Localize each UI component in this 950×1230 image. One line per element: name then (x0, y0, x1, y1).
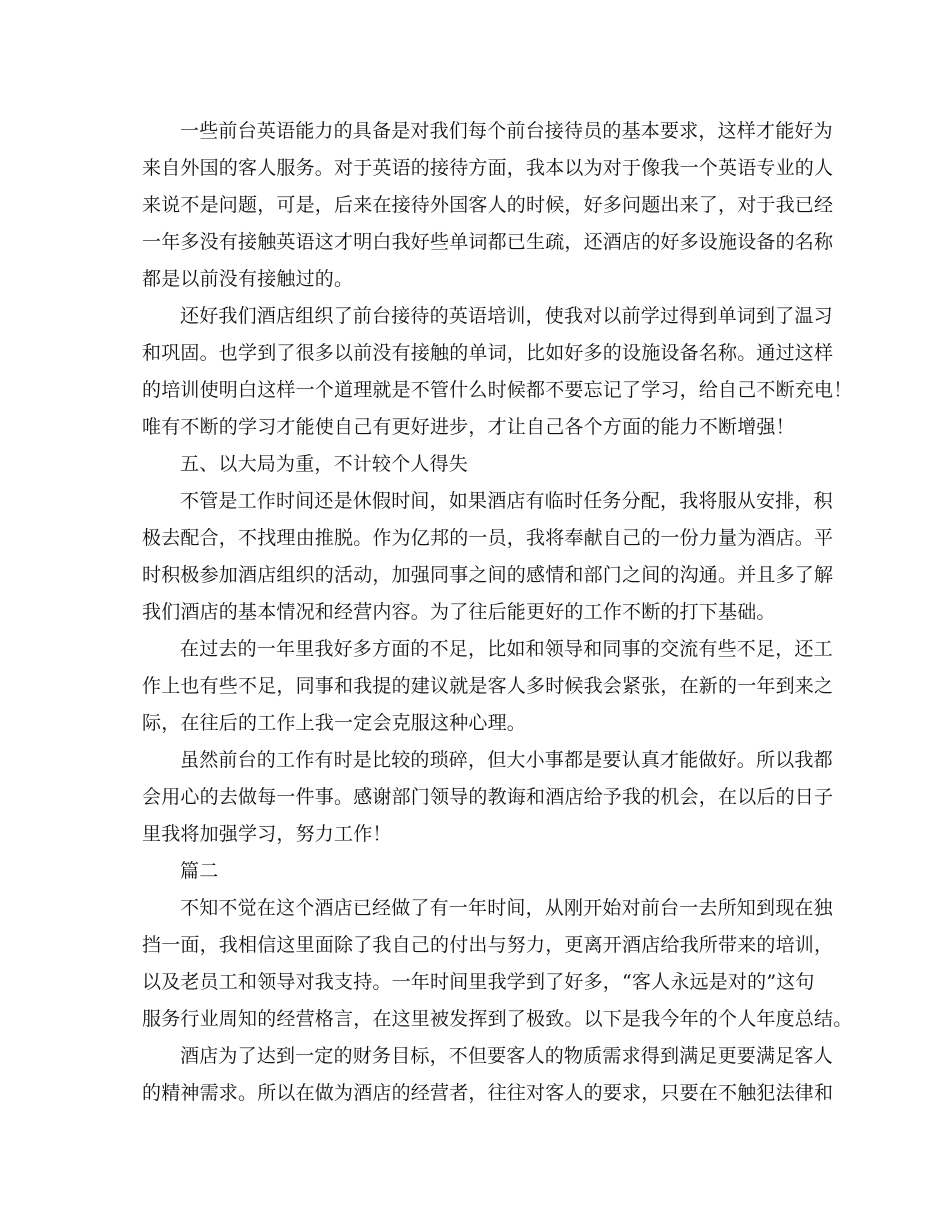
paragraph-line: 一些前台英语能力的具备是对我们每个前台接待员的基本要求，这样才能好为 (180, 120, 833, 142)
paragraph-line: 虽然前台的工作有时是比较的琐碎，但大小事都是要认真才能做好。所以我都 (180, 749, 833, 771)
section-heading: 五、以大局为重，不计较个人得失 (180, 453, 469, 475)
paragraph-line: 我们酒店的基本情况和经营内容。为了往后能更好的工作不断的打下基础。 (142, 601, 776, 623)
paragraph-line: 时积极参加酒店组织的活动，加强同事之间的感情和部门之间的沟通。并且多了解 (142, 564, 834, 586)
paragraph-line: 酒店为了达到一定的财务目标，不但要客人的物质需求得到满足更要满足客人 (180, 1045, 833, 1067)
document-body (142, 113, 853, 1112)
paragraph-line: 以及老员工和领导对我支持。一年时间里我学到了好多，“客人永远是对的”这句 (142, 971, 815, 993)
paragraph-line: 还好我们酒店组织了前台接待的英语培训，使我对以前学过得到单词到了温习 (180, 305, 833, 327)
paragraph-line: 作上也有些不足，同事和我提的建议就是客人多时候我会紧张，在新的一年到来之 (142, 675, 834, 697)
paragraph-line: 在过去的一年里我好多方面的不足，比如和领导和同事的交流有些不足，还工 (180, 638, 833, 660)
paragraph-line: 挡一面，我相信这里面除了我自己的付出与努力，更离开酒店给我所带来的培训， (142, 934, 834, 956)
paragraph-line: 都是以前没有接触过的。 (142, 268, 354, 290)
paragraph-line: 一年多没有接触英语这才明白我好些单词都已生疏，还酒店的好多设施设备的名称 (142, 231, 834, 253)
paragraph-line: 的培训使明白这样一个道理就是不管什么时候都不要忘记了学习，给自己不断充电！ (142, 379, 853, 401)
paragraph-line: 极去配合，不找理由推脱。作为亿邦的一员，我将奉献自己的一份力量为酒店。平 (142, 527, 834, 549)
paragraph-line: 服务行业周知的经营格言，在这里被发挥到了极致。以下是我今年的个人年度总结。 (142, 1008, 853, 1030)
paragraph-line: 际，在往后的工作上我一定会克服这种心理。 (142, 712, 527, 734)
paragraph-line: 不管是工作时间还是休假时间，如果酒店有临时任务分配，我将服从安排，积 (180, 490, 833, 512)
paragraph-line: 里我将加强学习，努力工作！ (142, 823, 392, 845)
paragraph-line: 和巩固。也学到了很多以前没有接触的单词，比如好多的设施设备名称。通过这样 (142, 342, 834, 364)
paragraph-line: 会用心的去做每一件事。感谢部门领导的教诲和酒店给予我的机会，在以后的日子 (142, 786, 834, 808)
paragraph-line: 来自外国的客人服务。对于英语的接待方面，我本以为对于像我一个英语专业的人 (142, 157, 834, 179)
paragraph-line: 来说不是问题，可是，后来在接待外国客人的时候，好多问题出来了，对于我已经 (142, 194, 834, 216)
section-heading: 篇二 (180, 860, 219, 882)
paragraph-line: 不知不觉在这个酒店已经做了有一年时间，从刚开始对前台一去所知到现在独 (180, 897, 833, 919)
paragraph-line: 唯有不断的学习才能使自己有更好进步，才让自己各个方面的能力不断增强！ (142, 416, 795, 438)
paragraph-line: 的精神需求。所以在做为酒店的经营者，往往对客人的要求，只要在不触犯法律和 (142, 1082, 834, 1104)
